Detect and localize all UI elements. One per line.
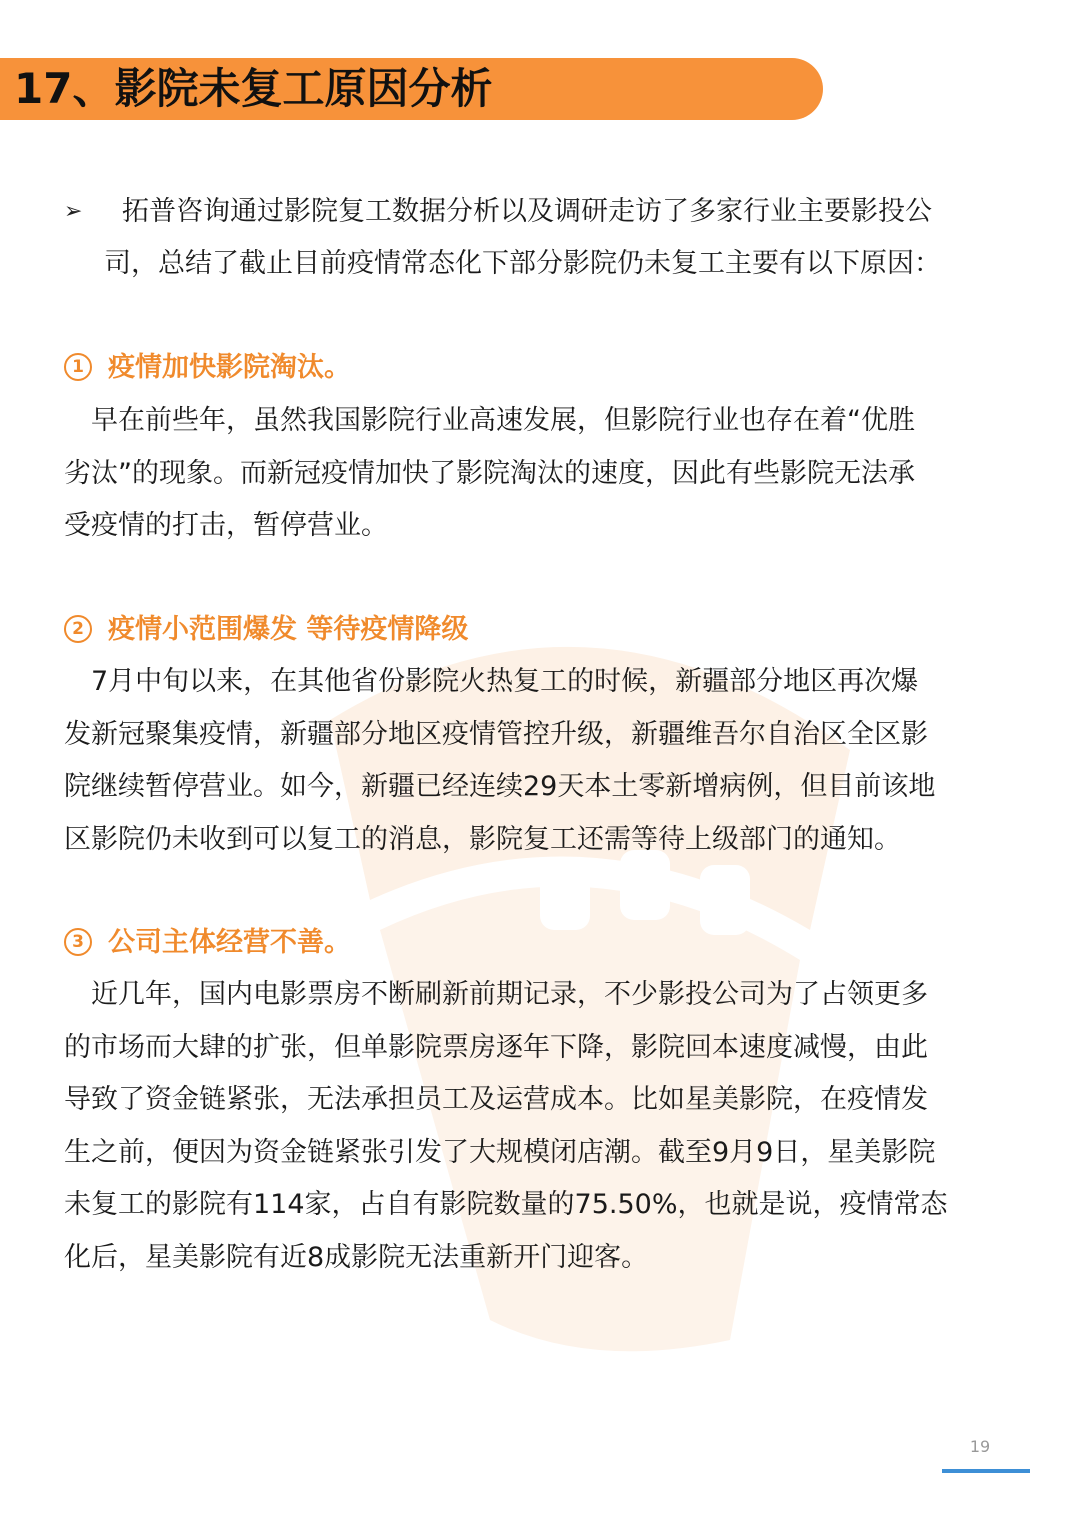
paragraph-line: 的市场而大肆的扩张，但单影院票房逐年下降，影院回本速度减慢，由此 xyxy=(64,1031,928,1063)
paragraph-line: 生之前，便因为资金链紧张引发了大规模闭店潮。截至9月9日，星美影院 xyxy=(64,1136,936,1168)
circled-number-icon: 3 xyxy=(64,928,92,956)
section-heading-text: 公司主体经营不善。 xyxy=(108,927,351,958)
paragraph-line: 7月中旬以来，在其他省份影院火热复工的时候，新疆部分地区再次爆 xyxy=(64,666,919,697)
section-heading-2 xyxy=(64,610,468,650)
paragraph-line: 区影院仍未收到可以复工的消息，影院复工还需等待上级部门的通知。 xyxy=(64,823,901,855)
section-heading-text: 疫情小范围爆发 等待疫情降级 xyxy=(108,614,469,645)
circled-number-icon: 2 xyxy=(64,615,92,643)
paragraph-line: 未复工的影院有114家，占自有影院数量的75.50%，也就是说，疫情常态 xyxy=(64,1189,948,1220)
paragraph-line: 院继续暂停营业。如今，新疆已经连续29天本土零新增病例，但目前该地 xyxy=(64,771,936,802)
paragraph-line: 发新冠聚集疫情，新疆部分地区疫情管控升级，新疆维吾尔自治区全区影 xyxy=(64,718,928,750)
intro-line: 司，总结了截止目前疫情常态化下部分影院仍未复工主要有以下原因： xyxy=(104,248,941,279)
arrow-bullet-icon: ➢ xyxy=(64,199,83,224)
section-heading-3 xyxy=(64,923,351,963)
section-paragraph-3 xyxy=(64,969,1019,1284)
page-number-underline xyxy=(942,1469,1030,1473)
paragraph-line: 导致了资金链紧张，无法承担员工及运营成本。比如星美影院，在疫情发 xyxy=(64,1084,928,1115)
page-number: 19 xyxy=(969,1437,991,1456)
page-title: 17、影院未复工原因分析 xyxy=(14,64,493,113)
section-heading-text: 疫情加快影院淘汰。 xyxy=(108,352,351,383)
paragraph-line: 早在前些年，虽然我国影院行业高速发展，但影院行业也存在着“优胜 xyxy=(64,405,915,436)
section-heading-1 xyxy=(64,348,351,388)
paragraph-line: 化后，星美影院有近8成影院无法重新开门迎客。 xyxy=(64,1241,649,1273)
paragraph-line: 劣汰”的现象。而新冠疫情加快了影院淘汰的速度，因此有些影院无法承 xyxy=(64,457,915,489)
section-paragraph-1 xyxy=(64,395,1019,553)
paragraph-line: 受疫情的打击，暂停营业。 xyxy=(64,510,388,541)
intro-line: 拓普咨询通过影院复工数据分析以及调研走访了多家行业主要影投公 xyxy=(122,196,932,227)
intro-paragraph xyxy=(64,186,1019,290)
section-paragraph-2 xyxy=(64,656,1019,866)
circled-number-icon: 1 xyxy=(64,353,92,381)
paragraph-line: 近几年，国内电影票房不断刷新前期记录，不少影投公司为了占领更多 xyxy=(64,979,928,1010)
